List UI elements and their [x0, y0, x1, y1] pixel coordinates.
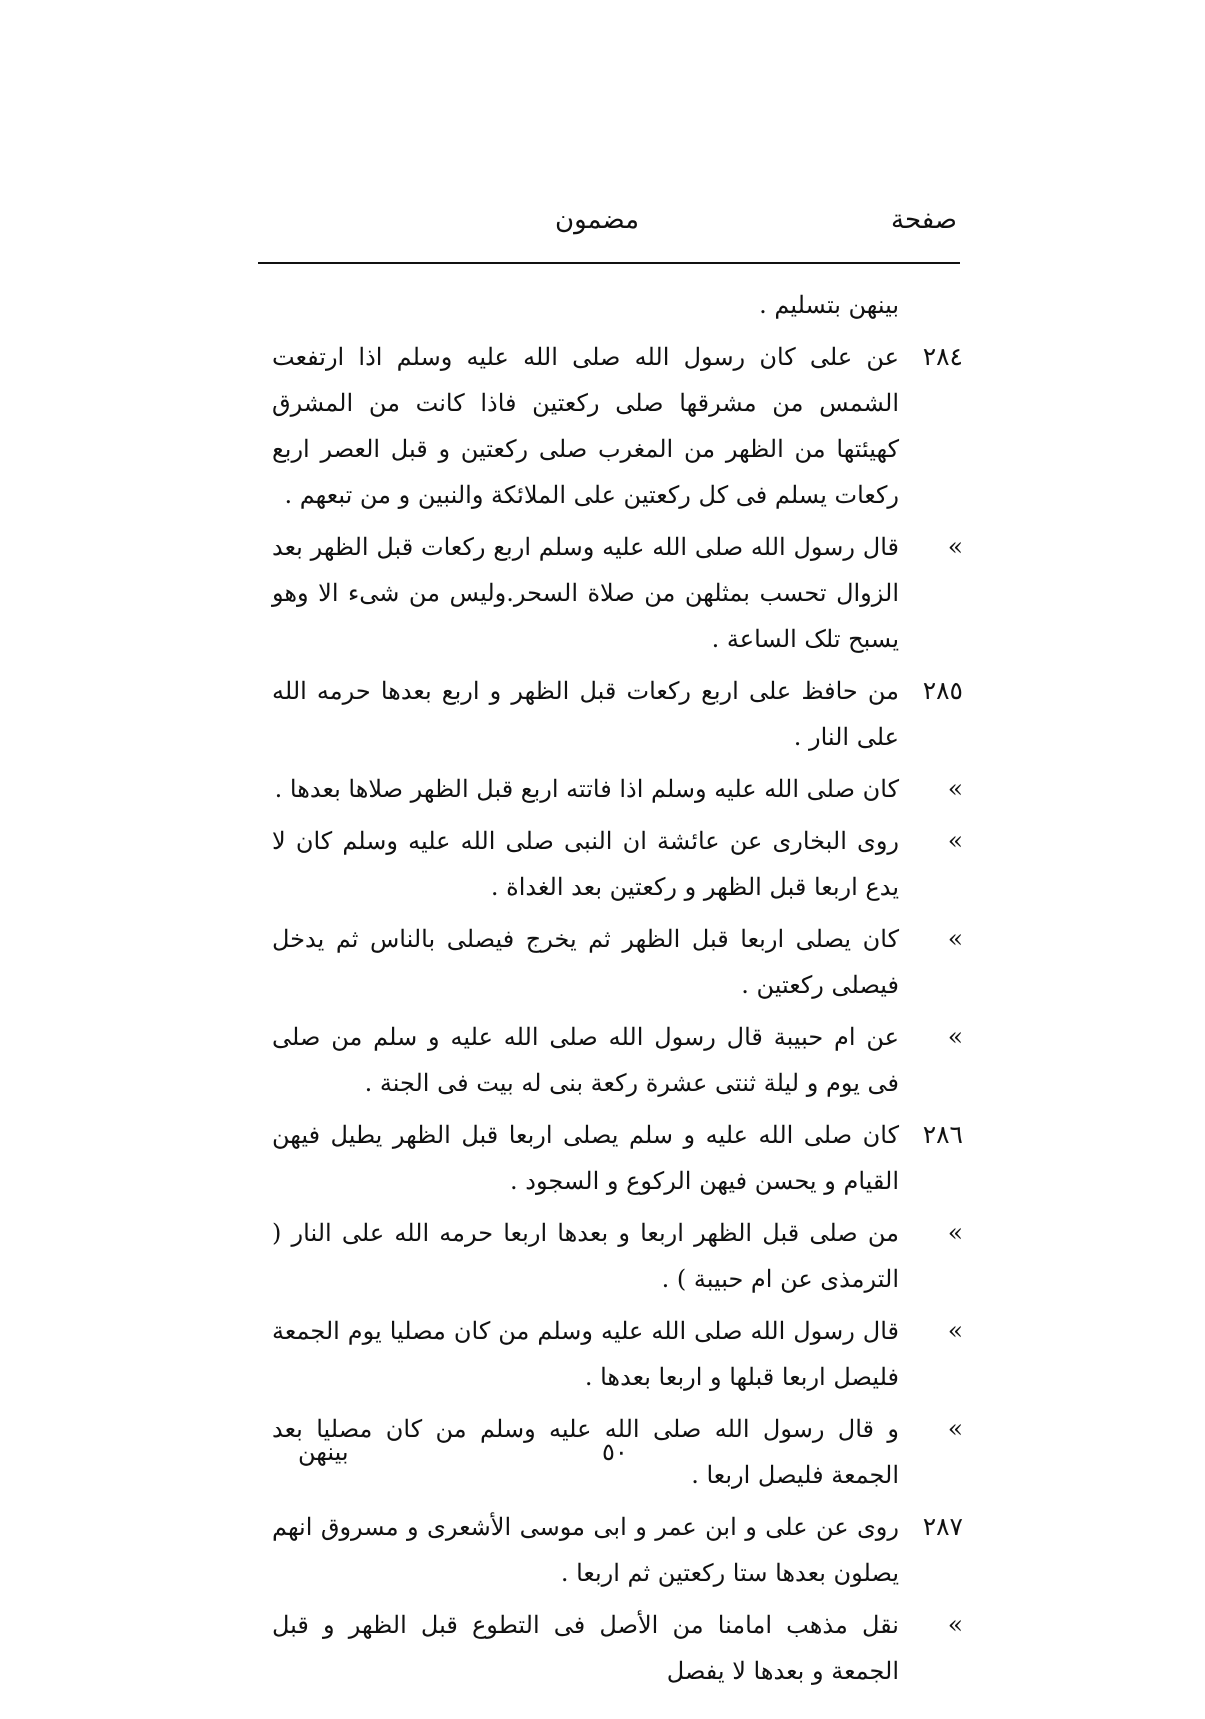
- entry-text: کان صلی الله علیه و سلم یصلی اربعا قبل الظهر یطیل فیهن القیام و یحسن فیهن الرکوع و السجود .: [272, 1121, 899, 1195]
- entry-text: قال رسول الله صلی الله علیه وسلم من کان مصلیا یوم الجمعة فلیصل اربعا قبلها و اربعا بعدها .: [272, 1317, 899, 1391]
- entry-text: عن ام حبیبة قال رسول الله صلی الله علیه و سلم من صلی فی یوم و لیلة ثنتی عشرة رکعة بنی له بیت فی الجنة .: [272, 1023, 899, 1097]
- entry-text: عن علی کان رسول الله صلی الله علیه وسلم اذا ارتفعت الشمس من مشرقها صلی رکعتین فاذا کانت من المشرق کهیئتها من الظهر من المغرب صلی رکعتین و قبل العصر اربع رکعات یسلم فی کل رکعتین علی الملائکة والنبین و من تبعهم .: [272, 343, 899, 509]
- entry-text: من حافظ علی اربع رکعات قبل الظهر و اربع بعدها حرمه الله علی النار .: [272, 677, 899, 751]
- entry-number: ٢٨٧: [922, 1512, 963, 1541]
- entry-text: من صلی قبل الظهر اربعا و بعدها اربعا حرمه الله علی النار ( الترمذی عن ام حبیبة ) .: [272, 1219, 899, 1293]
- entry-number: »: [947, 1022, 963, 1051]
- entry-text: نقل مذهب امامنا من الأصل فی التطوع قبل الظهر و قبل الجمعة و بعدها لا یفصل: [272, 1611, 899, 1685]
- entry-row: [272, 1210, 963, 1302]
- entry-number: »: [947, 532, 963, 561]
- entry-text: کان صلی الله علیه وسلم اذا فاتته اربع قبل الظهر صلاها بعدها .: [274, 775, 899, 803]
- entry-row: [272, 1504, 963, 1596]
- entries-list: [272, 282, 963, 1700]
- entry-text: قال رسول الله صلی الله علیه وسلم اربع رکعات قبل الظهر بعد الزوال تحسب بمثلهن من صلاة السحر.ولیس من شیء الا وهو یسبح تلک الساعة .: [272, 533, 899, 653]
- entry-text: بينهن بتسليم .: [759, 291, 899, 319]
- entry-number: »: [947, 1610, 963, 1639]
- page-number: ٥٠: [602, 1438, 628, 1466]
- entry-row: [272, 1112, 963, 1204]
- entry-text: روی البخاری عن عائشة ان النبی صلی الله علیه وسلم کان لا یدع اربعا قبل الظهر و رکعتین بعد الغداة .: [272, 827, 900, 901]
- entry-number: »: [947, 1316, 963, 1345]
- entry-number: ٢٨٦: [922, 1120, 963, 1149]
- entry-row: [272, 1308, 963, 1400]
- entry-number: »: [947, 924, 963, 953]
- entry-text: روی عن علی و ابن عمر و ابی موسی الأشعری و مسروق انهم یصلون بعدها ستا رکعتین ثم اربعا .: [272, 1513, 899, 1587]
- catchword: بینهن: [298, 1438, 349, 1466]
- entry-row: [272, 334, 963, 518]
- entry-number: »: [947, 826, 963, 855]
- entry-row: [272, 916, 963, 1008]
- entry-row: [272, 524, 963, 662]
- entry-number: »: [947, 774, 963, 803]
- entry-row: [272, 1602, 963, 1694]
- entry-row: [272, 668, 963, 760]
- entry-number: ٢٨٤: [922, 342, 963, 371]
- entry-row: [272, 1014, 963, 1106]
- entry-row: [272, 818, 963, 910]
- entry-text: کان یصلی اربعا قبل الظهر ثم یخرج فیصلی بالناس ثم یدخل فیصلی رکعتین .: [272, 925, 899, 999]
- entry-number: »: [947, 1218, 963, 1247]
- header-subject-label: مضمون: [555, 205, 640, 235]
- header-page-label: صفحة: [891, 205, 957, 235]
- entry-row: [272, 766, 963, 812]
- entry-row: [272, 282, 963, 328]
- entry-number: ٢٨٥: [922, 676, 963, 705]
- header-rule: [258, 262, 960, 264]
- entry-number: »: [947, 1414, 963, 1443]
- entry-text: و قال رسول الله صلی الله علیه وسلم من کان مصلیا بعد الجمعة فلیصل اربعا .: [272, 1415, 899, 1489]
